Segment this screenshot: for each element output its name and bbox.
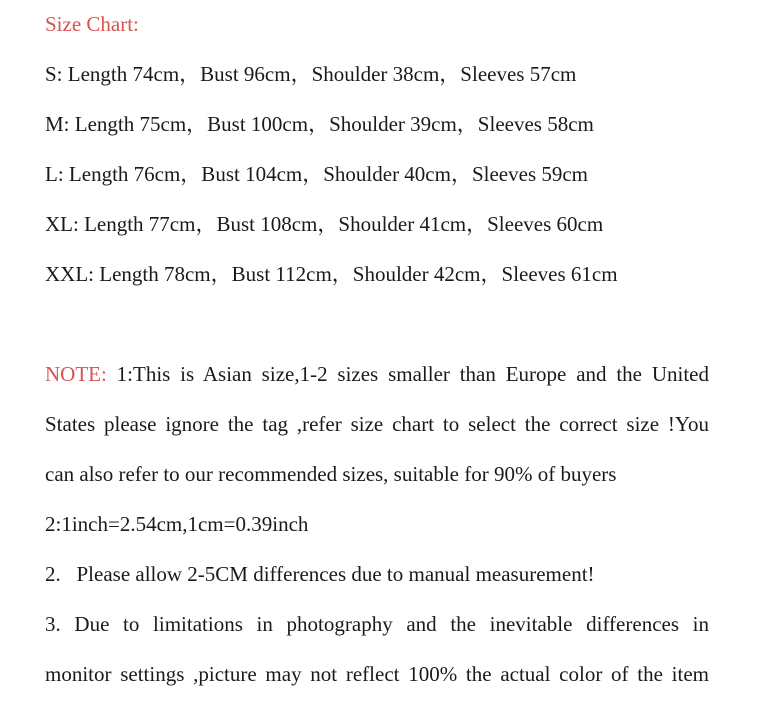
size-chart-title: Size Chart: [45, 12, 139, 36]
size-label: L: [45, 162, 64, 186]
size-row-xxl [45, 262, 618, 286]
note-line-5: 2. Please allow 2-5CM differences due to manual measurement! [45, 562, 595, 586]
note-line-6: 3. Due to limitations in photography and the inevitable differences in [45, 612, 709, 636]
note-line-2: States please ignore the tag ,refer size chart to select the correct size !You [45, 412, 709, 436]
size-row-xl [45, 212, 603, 236]
size-label: XL: [45, 212, 79, 236]
size-row-s [45, 62, 576, 86]
size-row-m [45, 112, 594, 136]
note-line-4: 2:1inch=2.54cm,1cm=0.39inch [45, 512, 309, 536]
size-measurements: Length 77cm，Bust 108cm，Shoulder 41cm，Sleeves 60cm [78, 212, 604, 236]
size-row-l [45, 162, 588, 186]
size-label: M: [45, 112, 70, 136]
note-line-7: monitor settings ,picture may not reflect 100% the actual color of the item [45, 662, 709, 686]
note-label: NOTE: [45, 362, 107, 386]
size-measurements: Length 76cm，Bust 104cm，Shoulder 40cm，Sleeves 59cm [63, 162, 589, 186]
note-line-1 [45, 362, 709, 386]
note-text: 1:This is Asian size,1-2 sizes smaller than Europe and the United [106, 362, 709, 386]
size-measurements: Length 78cm，Bust 112cm，Shoulder 42cm，Sleeves 61cm [94, 262, 618, 286]
size-measurements: Length 75cm，Bust 100cm，Shoulder 39cm，Sleeves 58cm [69, 112, 594, 136]
size-label: S: [45, 62, 63, 86]
size-label: XXL: [45, 262, 94, 286]
note-line-3: can also refer to our recommended sizes, suitable for 90% of buyers [45, 462, 617, 486]
size-measurements: Length 74cm，Bust 96cm，Shoulder 38cm，Sleeves 57cm [62, 62, 577, 86]
